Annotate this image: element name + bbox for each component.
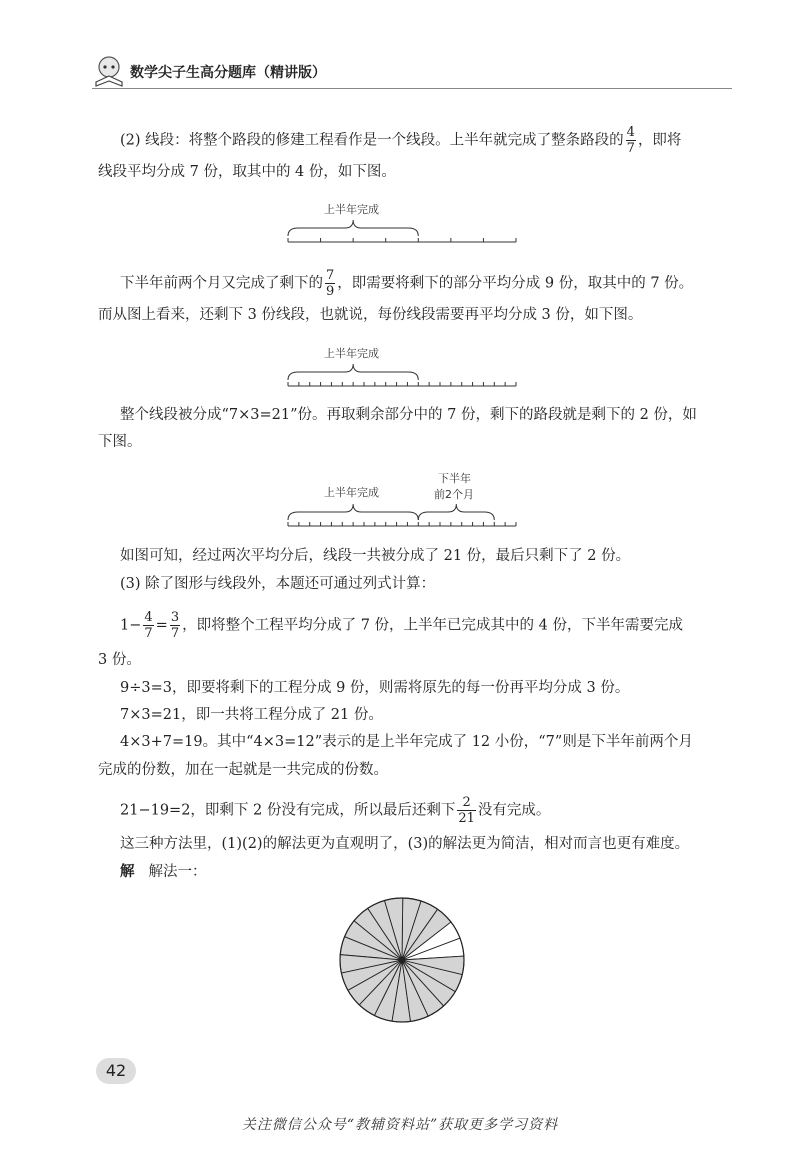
text: 1− bbox=[120, 617, 142, 634]
paragraph-1-line-1 bbox=[120, 125, 681, 156]
segment-diagram-3 bbox=[280, 468, 530, 542]
header-title: 数学尖子生高分题库（精讲版） bbox=[130, 65, 326, 81]
paragraph-12 bbox=[120, 862, 207, 882]
fraction: $\frac{7}{9}$ bbox=[326, 268, 335, 299]
segment-diagram-2 bbox=[280, 342, 530, 401]
paragraph-11: 这三种方法里，(1)(2)的解法更为直观明了，(3)的解法更为简洁，相对而言也更有难度。 bbox=[120, 836, 690, 852]
book-mascot-icon bbox=[92, 54, 126, 88]
segment-diagram-1 bbox=[280, 198, 530, 257]
text: 21−19=2，即剩下 2 份没有完成，所以最后还剩下 bbox=[120, 802, 456, 819]
paragraph-9-line-1: 4×3+7=19。其中“4×3=12”表示的是上半年完成了 12 小份，“7”则是下半年前两个月 bbox=[120, 734, 693, 750]
text: (2) 线段：将整个路段的修建工程看作是一个线段。上半年就完成了整条路段的 bbox=[120, 132, 624, 149]
method-one-label: 解法一： bbox=[148, 864, 207, 880]
paragraph-8: 7×3=21，即一共将工程分成了 21 份。 bbox=[120, 707, 383, 723]
pie-center bbox=[400, 958, 404, 962]
segment-diagram-3-svg bbox=[280, 468, 530, 538]
paragraph-1-line-2: 线段平均分成 7 份，取其中的 4 份，如下图。 bbox=[98, 164, 396, 180]
text: 没有完成。 bbox=[477, 802, 551, 819]
text: = bbox=[155, 617, 168, 634]
diagram-1-label: 上半年完成 bbox=[324, 203, 379, 216]
paragraph-2-line-2: 而从图上看来，还剩下 3 份线段，也就说，每份线段需要再平均分成 3 份，如下图。 bbox=[98, 307, 643, 323]
solution-label: 解 bbox=[120, 863, 135, 880]
paragraph-9-line-2: 完成的份数，加在一起就是一共完成的份数。 bbox=[98, 762, 388, 778]
diagram-2-brace bbox=[288, 364, 418, 380]
pie-diagram-svg bbox=[336, 894, 468, 1026]
diagram-3-label-1: 上半年完成 bbox=[324, 486, 379, 499]
paragraph-5: (3) 除了图形与线段外，本题还可通过列式计算： bbox=[120, 576, 436, 592]
diagram-2-label: 上半年完成 bbox=[324, 347, 379, 360]
text: ，即将 bbox=[637, 132, 682, 149]
footer-note: 关注微信公众号“教辅资料站”获取更多学习资料 bbox=[241, 1117, 559, 1133]
text: 下半年前两个月又完成了剩下的 bbox=[120, 275, 323, 292]
diagram-3-brace-2 bbox=[418, 504, 494, 520]
paragraph-6-line-1 bbox=[120, 610, 683, 641]
paragraph-6-line-2: 3 份。 bbox=[98, 652, 141, 668]
paragraph-2-line-1 bbox=[120, 268, 693, 299]
paragraph-7: 9÷3=3，即要将剩下的工程分成 9 份，则需将原先的每一份再平均分成 3 份。 bbox=[120, 680, 630, 696]
diagram-1-brace bbox=[288, 220, 418, 236]
fraction: $\frac{2}{21}$ bbox=[458, 795, 475, 826]
paragraph-3-line-1: 整个线段被分成“7×3=21”份。再取剩余部分中的 7 份，剩下的路段就是剩下的 2 份，如 bbox=[120, 407, 697, 423]
segment-diagram-2-svg bbox=[280, 342, 530, 397]
text: ，即需要将剩下的部分平均分成 9 份，取其中的 7 份。 bbox=[337, 275, 694, 292]
fraction: $\frac{4}{7}$ bbox=[144, 610, 153, 641]
page-number: 42 bbox=[96, 1058, 136, 1084]
fraction: $\frac{3}{7}$ bbox=[170, 610, 180, 641]
diagram-3-brace-1 bbox=[288, 504, 418, 520]
paragraph-4: 如图可知，经过两次平均分后，线段一共被分成了 21 份，最后只剩下了 2 份。 bbox=[120, 548, 631, 564]
paragraph-3-line-2: 下图。 bbox=[98, 434, 142, 450]
segment-diagram-1-svg bbox=[280, 198, 530, 253]
page-header bbox=[92, 52, 732, 94]
paragraph-10 bbox=[120, 795, 550, 826]
diagram-3-label-2b: 前2个月 bbox=[434, 488, 474, 501]
text: ，即将整个工程平均分成了 7 份，上半年已完成其中的 4 份，下半年需要完成 bbox=[182, 617, 683, 634]
diagram-3-label-2a: 下半年 bbox=[438, 472, 471, 485]
header-divider bbox=[92, 88, 732, 89]
fraction: $\frac{4}{7}$ bbox=[626, 125, 635, 156]
pie-diagram bbox=[336, 894, 468, 1030]
